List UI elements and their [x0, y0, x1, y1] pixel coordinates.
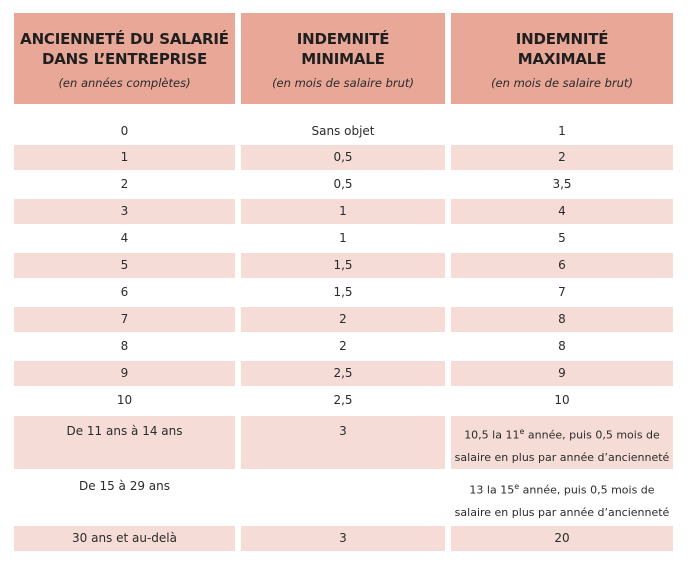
header-title-line: MINIMALE [301, 49, 385, 68]
table-row [0, 145, 692, 170]
max-indemnity-cell: 5 [558, 231, 566, 245]
max-indemnity-cell: 10 [554, 393, 570, 407]
table-row [0, 117, 692, 143]
table-row [0, 471, 692, 524]
header-min-indemnity [241, 13, 445, 104]
min-indemnity-cell: Sans objet [311, 124, 375, 138]
max-indemnity-cell: 4 [451, 199, 673, 224]
max-indemnity-cell: 2 [451, 145, 673, 170]
seniority-cell: 8 [120, 339, 129, 353]
table-row [0, 526, 692, 551]
min-indemnity-cell: 2 [339, 339, 347, 353]
header-title-line: INDEMNITÉ [515, 29, 609, 48]
min-indemnity-cell [241, 471, 445, 524]
table-row [0, 334, 692, 359]
min-indemnity-cell: 3 [241, 526, 445, 551]
min-indemnity-cell: 3 [241, 416, 445, 469]
max-indemnity-cell: 9 [451, 361, 673, 386]
seniority-cell: 3 [14, 199, 235, 224]
max-indemnity-cell [451, 471, 673, 524]
table-row [0, 416, 692, 469]
min-indemnity-cell: 1 [339, 231, 347, 245]
min-indemnity-cell: 1,5 [333, 285, 353, 299]
table-row [0, 172, 692, 197]
seniority-cell: 6 [120, 285, 129, 299]
header-title-line: INDEMNITÉ [296, 29, 390, 48]
header-subtitle: (en années complètes) [58, 75, 191, 90]
seniority-cell: 5 [14, 253, 235, 278]
header-title-line: MAXIMALE [517, 49, 607, 68]
seniority-cell: 1 [14, 145, 235, 170]
table-row [0, 388, 692, 413]
min-indemnity-cell: 2 [241, 307, 445, 332]
max-indemnity-cell: 7 [558, 285, 566, 299]
max-indemnity-cell [451, 416, 673, 469]
header-subtitle: (en mois de salaire brut) [491, 75, 633, 90]
max-indemnity-cell: 8 [558, 339, 566, 353]
max-indemnity-text: 10,5 la 11 [464, 428, 520, 442]
min-indemnity-cell: 0,5 [333, 177, 353, 191]
table-row [0, 307, 692, 332]
max-indemnity-text: 13 la 15 [469, 483, 515, 497]
seniority-cell: 9 [14, 361, 235, 386]
seniority-cell: De 11 ans à 14 ans [14, 416, 235, 469]
ordinal-suffix: e [519, 427, 525, 436]
min-indemnity-cell: 1 [241, 199, 445, 224]
header-subtitle: (en mois de salaire brut) [272, 75, 414, 90]
table-row [0, 199, 692, 224]
max-indemnity-text: année, puis 0,5 mois de [519, 483, 655, 497]
min-indemnity-cell: 2,5 [241, 361, 445, 386]
max-indemnity-line [451, 476, 673, 502]
max-indemnity-text: année, puis 0,5 mois de [524, 428, 660, 442]
min-indemnity-cell: 0,5 [241, 145, 445, 170]
table-row [0, 253, 692, 278]
header-title-line: DANS L’ENTREPRISE [41, 49, 208, 68]
max-indemnity-cell: 6 [451, 253, 673, 278]
seniority-cell: 10 [116, 393, 133, 407]
min-indemnity-cell: 1,5 [241, 253, 445, 278]
max-indemnity-line [451, 421, 673, 447]
seniority-cell: 7 [14, 307, 235, 332]
table-row [0, 226, 692, 251]
seniority-cell: 4 [120, 231, 129, 245]
ordinal-suffix: e [514, 482, 520, 491]
header-seniority [14, 13, 235, 104]
max-indemnity-cell: 3,5 [552, 177, 572, 191]
max-indemnity-line: salaire en plus par année d’ancienneté [454, 505, 670, 519]
table-row [0, 361, 692, 386]
header-title-line: ANCIENNETÉ DU SALARIÉ [20, 29, 229, 48]
table-row [0, 280, 692, 305]
max-indemnity-cell: 20 [451, 526, 673, 551]
seniority-cell: 30 ans et au-delà [14, 526, 235, 551]
max-indemnity-cell: 8 [451, 307, 673, 332]
seniority-cell: 2 [120, 177, 129, 191]
max-indemnity-cell: 1 [558, 124, 566, 138]
max-indemnity-line: salaire en plus par année d’ancienneté [454, 450, 670, 464]
seniority-cell: 0 [120, 124, 129, 138]
header-max-indemnity [451, 13, 673, 104]
seniority-cell: De 15 à 29 ans [79, 479, 170, 493]
min-indemnity-cell: 2,5 [333, 393, 353, 407]
